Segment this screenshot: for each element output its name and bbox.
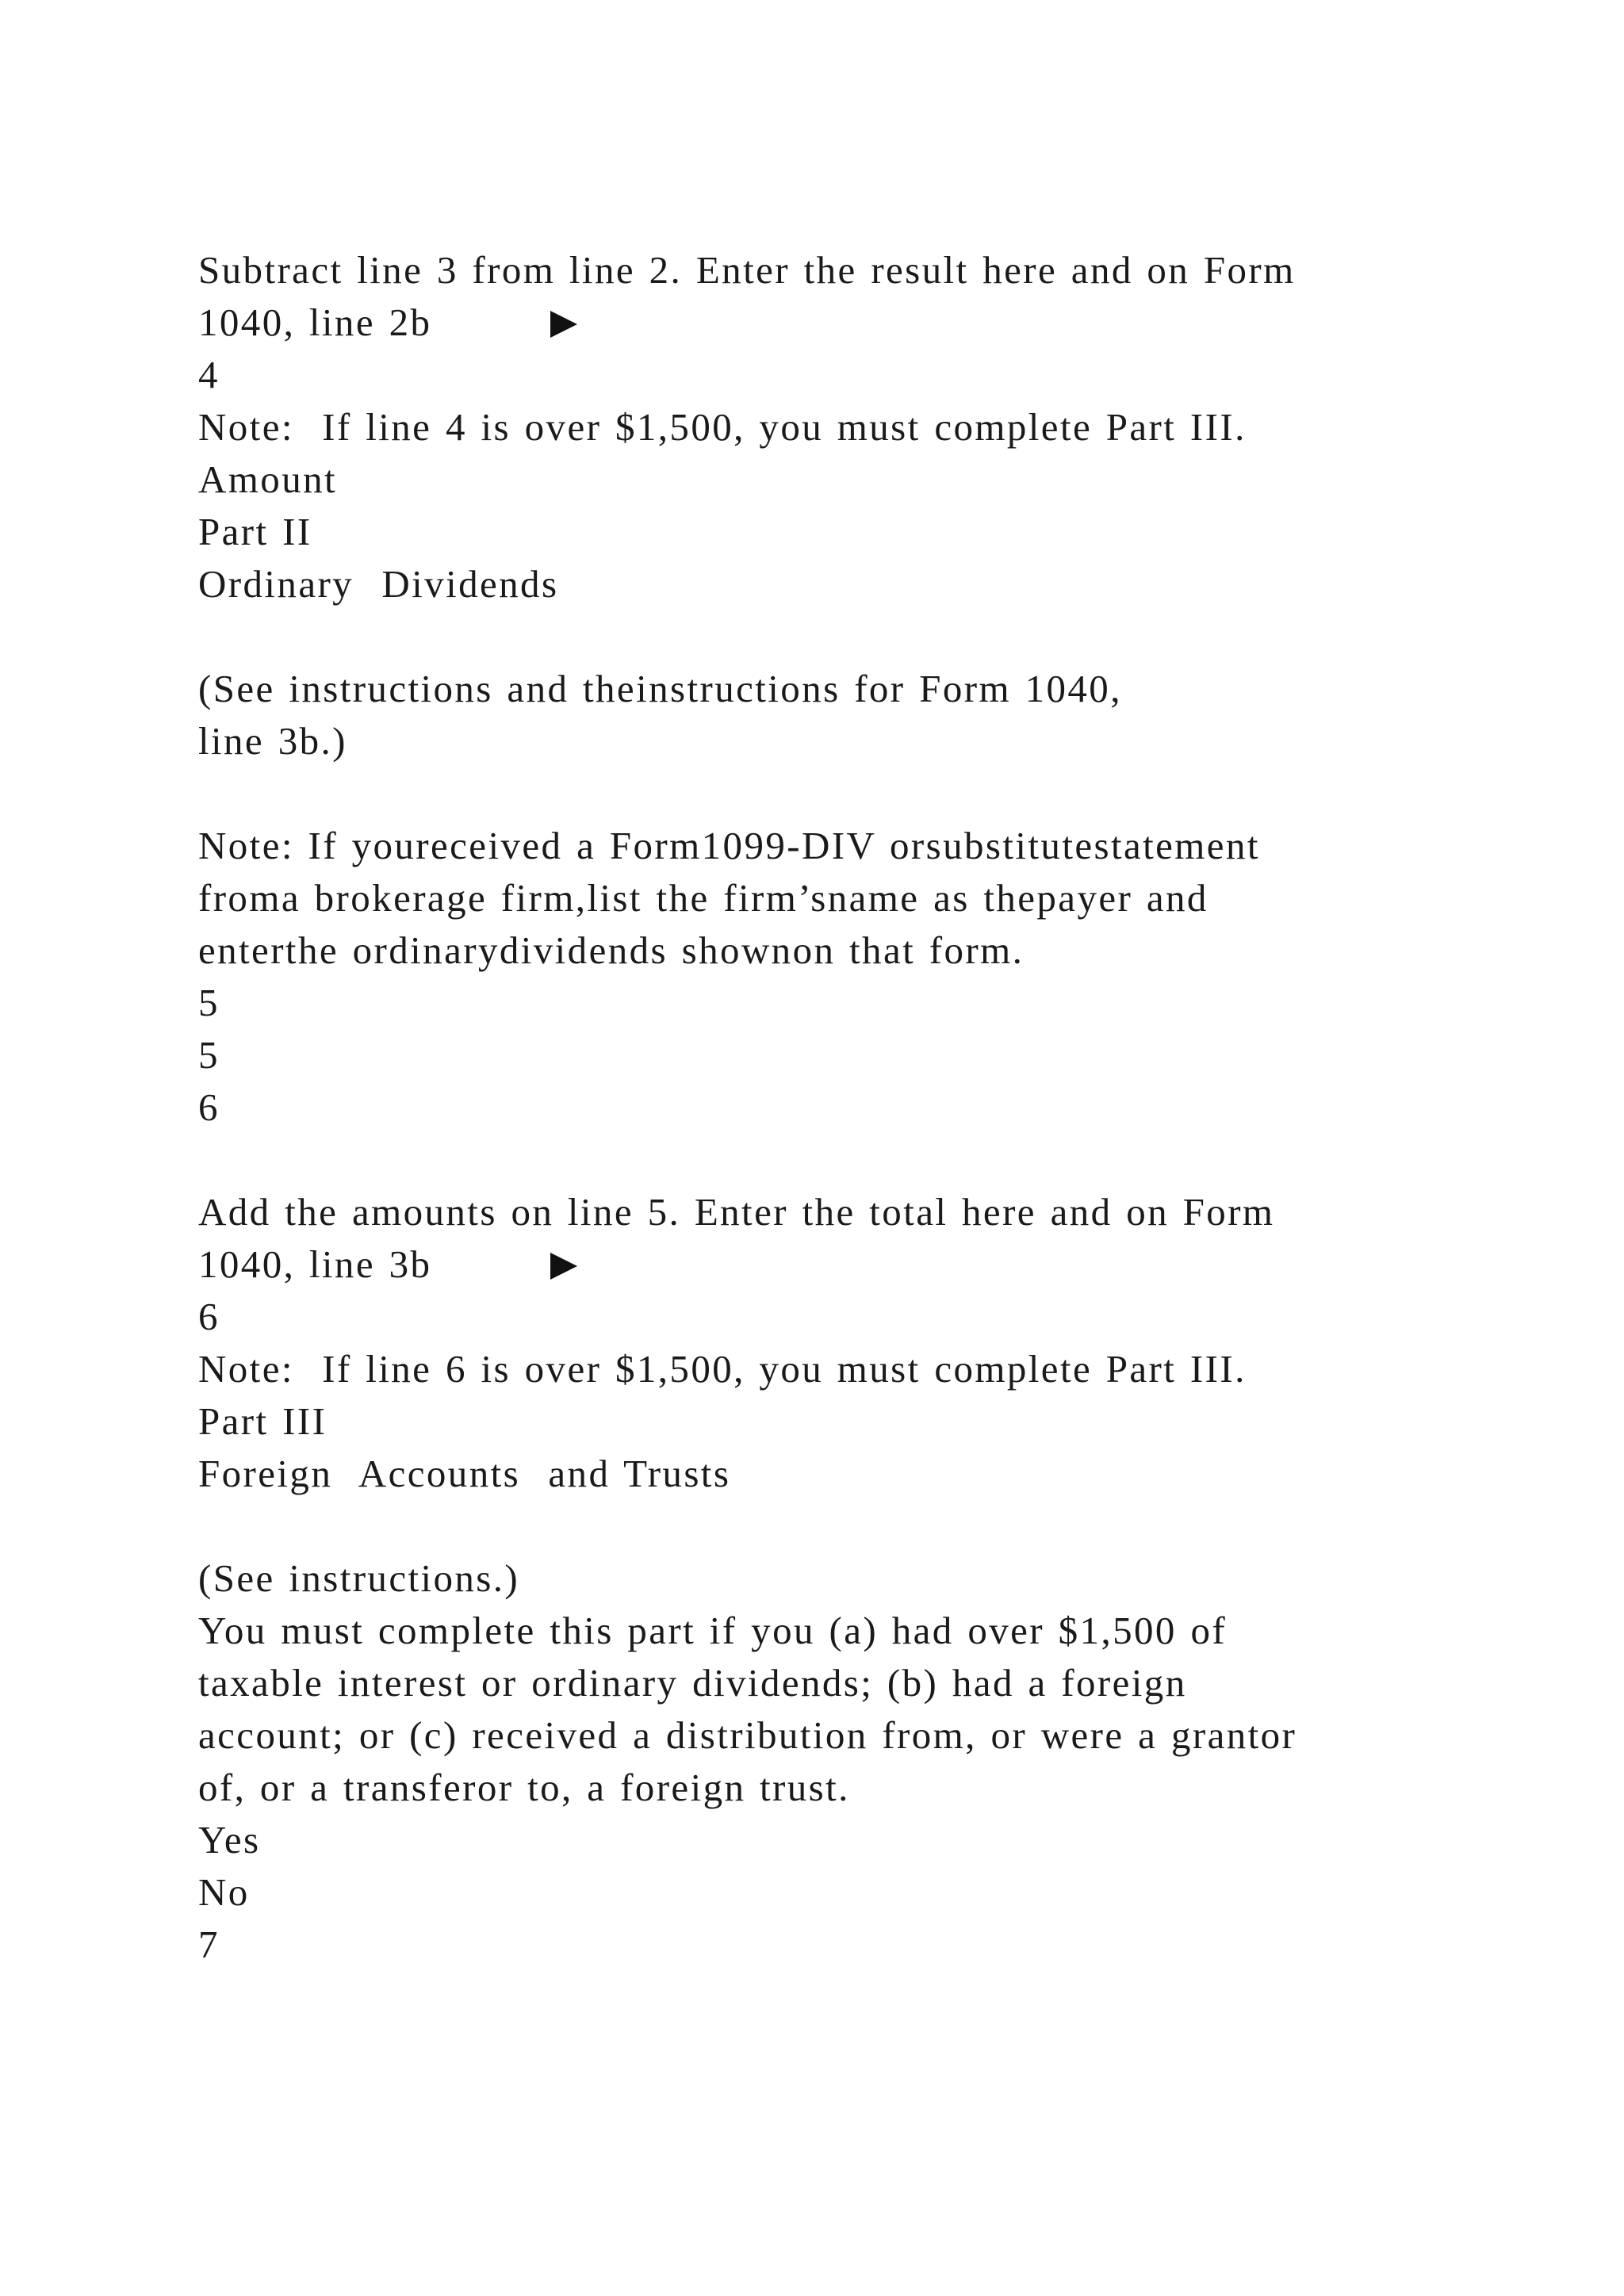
part2-instructions-1: (See instructions and theinstructions for Form 1040,	[198, 667, 1122, 710]
form-page	[198, 244, 1594, 1971]
part2-title: Ordinary Dividends	[198, 562, 559, 606]
amount-header: Amount	[198, 457, 338, 501]
line6-instruction-2-text: 1040, line 3b	[198, 1242, 432, 1286]
line4-note: Note: If line 4 is over $1,500, you must complete Part III.	[198, 405, 1247, 449]
part3-body-4: of, or a transferor to, a foreign trust.	[198, 1766, 850, 1809]
part2-note-3: enterthe ordinarydividends shownon that form.	[198, 928, 1025, 972]
line-number-6a: 6	[198, 1085, 220, 1129]
part3-title: Foreign Accounts and Trusts	[198, 1452, 731, 1495]
line4-number: 4	[198, 353, 220, 396]
part3-label: Part III	[198, 1399, 327, 1443]
no-column-label: No	[198, 1870, 250, 1914]
part3-body-1: You must complete this part if you (a) had over $1,500 of	[198, 1609, 1228, 1652]
line6-note: Note: If line 6 is over $1,500, you must complete Part III.	[198, 1347, 1247, 1391]
yes-column-label: Yes	[198, 1818, 261, 1862]
line4-instruction-2	[198, 297, 1594, 349]
part3-body-3: account; or (c) received a distribution from, or were a grantor	[198, 1713, 1297, 1757]
spacer	[198, 610, 1594, 663]
line6-instruction-2	[198, 1238, 1594, 1291]
spacer	[198, 1134, 1594, 1186]
line6-instruction-1: Add the amounts on line 5. Enter the total here and on Form	[198, 1190, 1275, 1234]
line4-instruction-2-text: 1040, line 2b	[198, 300, 432, 344]
part2-note-2: froma brokerage firm,list the firm’sname as thepayer and	[198, 876, 1208, 920]
part2-note-1: Note: If youreceived a Form1099-DIV orsubstitutestatement	[198, 824, 1260, 867]
part3-body-2: taxable interest or ordinary dividends; (b) had a foreign	[198, 1661, 1187, 1705]
spacer	[198, 1500, 1594, 1552]
line-number-5b: 5	[198, 1033, 220, 1077]
spacer	[198, 767, 1594, 820]
line6-number: 6	[198, 1295, 220, 1338]
part2-instructions-2: line 3b.)	[198, 719, 347, 763]
part3-instructions: (See instructions.)	[198, 1556, 520, 1600]
right-pointer-icon	[550, 311, 577, 338]
line7-number: 7	[198, 1923, 220, 1966]
right-pointer-icon	[550, 1253, 577, 1280]
line-number-5a: 5	[198, 981, 220, 1024]
part2-label: Part II	[198, 510, 312, 553]
line4-instruction-1: Subtract line 3 from line 2. Enter the result here and on Form	[198, 248, 1296, 292]
